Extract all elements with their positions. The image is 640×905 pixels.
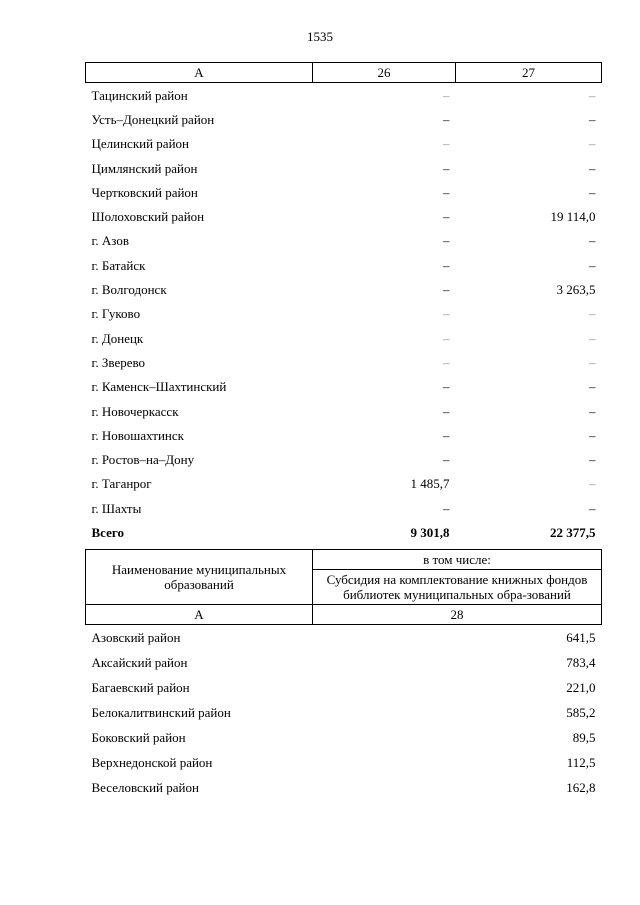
value-col-26: – [443,354,450,370]
header-municipal-name: Наименование муниципальных образований [86,550,313,605]
value-col-26: – [443,233,450,249]
municipality-name: Белокалитвинский район [91,705,231,720]
value-col-26: – [443,330,450,346]
value-col-28: 112,5 [566,755,596,770]
table-row [86,423,602,447]
municipality-name: Аксайский район [91,655,188,670]
total-col-26: 9 301,8 [410,524,450,540]
table-row [86,229,602,253]
table-row [86,326,602,350]
value-col-27: – [589,354,596,370]
municipal-table-part2 [85,549,602,800]
table-row [86,132,602,156]
value-col-28: 221,0 [566,680,596,695]
municipality-name: Цимлянский район [91,160,198,176]
table-row [86,107,602,131]
municipality-name: г. Зверево [91,354,146,370]
municipality-name: г. Новочеркасск [91,403,179,419]
header-row [86,63,602,83]
value-col-26: – [443,209,450,225]
table-row [86,472,602,496]
municipality-name: г. Новошахтинск [91,427,184,443]
value-col-27: – [589,87,596,103]
value-col-27: – [589,500,596,516]
value-col-28: 89,5 [572,730,596,745]
header-subsidy: Субсидия на комплектование книжных фондов библиотек муниципальных обра-зований [313,570,602,605]
value-col-28: 783,4 [566,655,596,670]
value-col-26: – [443,427,450,443]
value-col-28: 162,8 [566,780,596,795]
value-col-27: – [589,403,596,419]
value-col-27: – [589,111,596,127]
table-row [86,399,602,423]
value-col-28: 585,2 [566,705,596,720]
table-row [86,302,602,326]
table2-body [86,625,602,801]
table-row [86,253,602,277]
municipality-name: Азовский район [91,630,181,645]
table-row [86,375,602,399]
header-including: в том числе: [313,550,602,570]
table-row [86,156,602,180]
municipality-name: Целинский район [91,136,189,152]
value-col-27: 3 263,5 [556,282,596,298]
municipality-name: г. Таганрог [91,476,152,492]
header-row-top [86,550,602,570]
municipality-name: Усть–Донецкий район [91,111,215,127]
table-row [86,700,602,725]
value-col-26: – [443,403,450,419]
header-col-a: А [86,63,313,83]
municipal-table-part1 [85,62,602,545]
table-row [86,83,602,108]
municipality-name: Чертковский район [91,184,198,200]
table-row [86,180,602,204]
value-col-26: – [443,257,450,273]
value-col-26: – [443,160,450,176]
table-row [86,204,602,228]
value-col-27: – [589,306,596,322]
header-col-26: 26 [313,63,456,83]
table-row [86,277,602,301]
table-row [86,725,602,750]
municipality-name: г. Батайск [91,257,146,273]
municipality-name: Тацинский район [91,87,188,103]
municipality-name: Шолоховский район [91,209,205,225]
table1-body [86,83,602,545]
municipality-name: г. Донецк [91,330,144,346]
value-col-26: – [443,379,450,395]
table-row [86,625,602,651]
table-row [86,350,602,374]
value-col-27: – [589,427,596,443]
table-row [86,775,602,800]
value-col-28: 641,5 [566,630,596,645]
value-col-27: – [589,257,596,273]
municipality-name: Боковский район [91,730,186,745]
value-col-27: – [589,476,596,492]
value-col-27: – [589,184,596,200]
municipality-name: Веселовский район [91,780,199,795]
municipality-name: г. Шахты [91,500,142,516]
header-code-a: А [86,605,313,625]
municipality-name: г. Ростов–на–Дону [91,452,195,468]
table-row [86,750,602,775]
value-col-26: – [443,282,450,298]
municipality-name: г. Волгодонск [91,282,167,298]
value-col-26: – [443,87,450,103]
table-row [86,675,602,700]
value-col-27: – [589,160,596,176]
value-col-26: – [443,500,450,516]
value-col-27: 19 114,0 [550,209,596,225]
total-col-27: 22 377,5 [550,524,596,540]
municipality-name: г. Гуково [91,306,141,322]
value-col-26: 1 485,7 [410,476,450,492]
value-col-27: – [589,136,596,152]
header-col-27: 27 [456,63,602,83]
value-col-26: – [443,184,450,200]
total-label: Всего [91,524,124,540]
municipality-name: г. Азов [91,233,129,249]
table-row [86,447,602,471]
municipality-name: Багаевский район [91,680,190,695]
total-row [86,520,602,544]
municipality-name: г. Каменск–Шахтинский [91,379,227,395]
header-code-row [86,605,602,625]
value-col-26: – [443,306,450,322]
value-col-26: – [443,111,450,127]
value-col-27: – [589,233,596,249]
value-col-27: – [589,379,596,395]
value-col-26: – [443,136,450,152]
table-row [86,496,602,520]
value-col-26: – [443,452,450,468]
value-col-27: – [589,330,596,346]
header-code-28: 28 [313,605,602,625]
page-number: 1535 [307,29,333,44]
municipality-name: Верхнедонской район [91,755,213,770]
value-col-27: – [589,452,596,468]
table-row [86,650,602,675]
